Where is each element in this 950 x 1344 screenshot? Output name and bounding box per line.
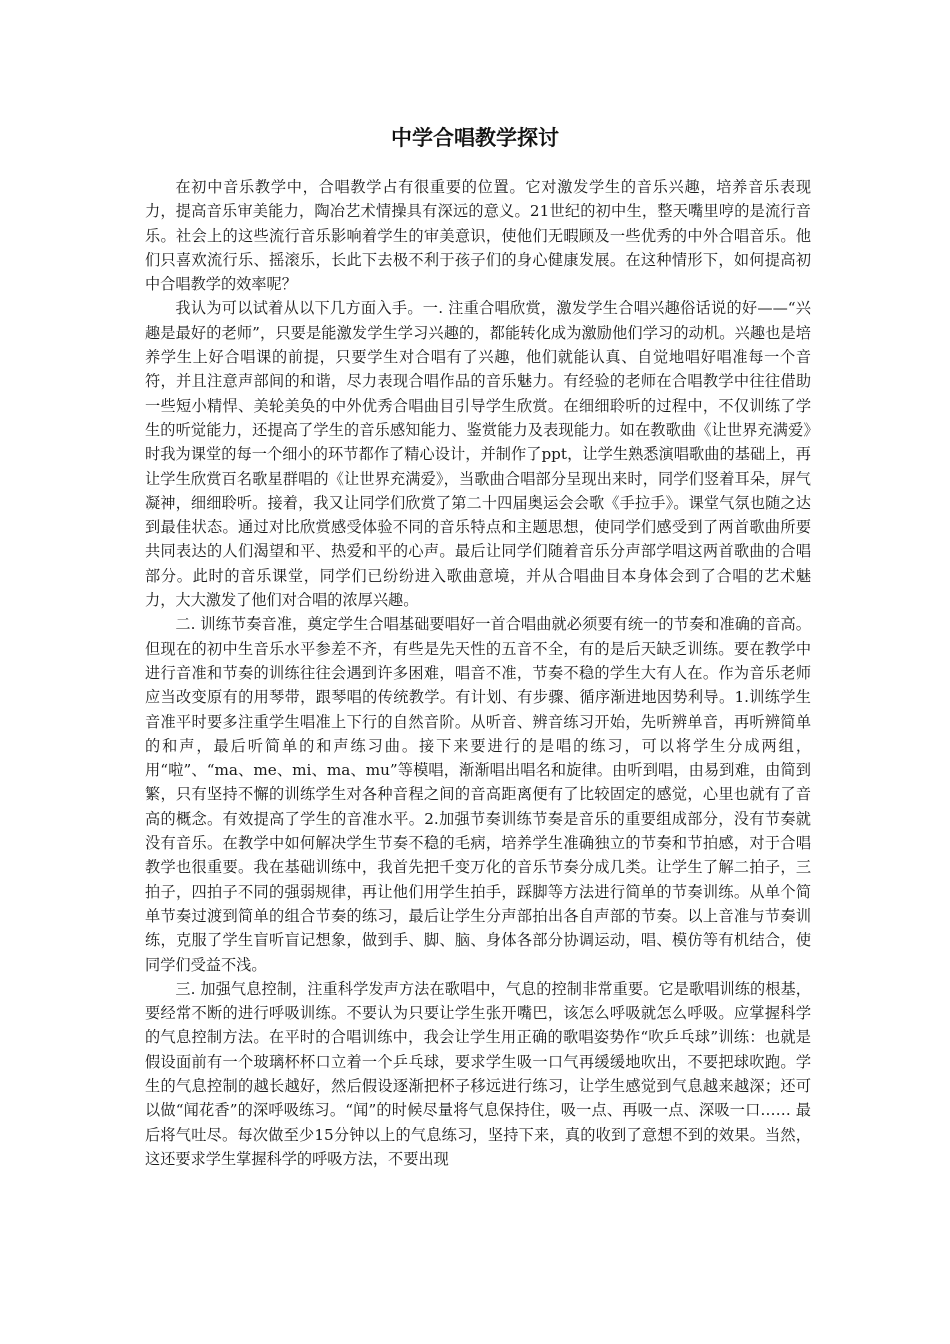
document-title: 中学合唱教学探讨 (391, 126, 559, 150)
paragraph-section-3: 三. 加强气息控制，注重科学发声方法在歌唱中，气息的控制非常重要。它是歌唱训练的根基，要经常不断的进行呼吸训练。不要认为只要让学生张开嘴巴，该怎么呼吸就怎么呼吸。应掌握科学的气息控制方法。在平时的合唱训练中，我会让学生用正确的歌唱姿势作“吹乒乓球”训练：也就是假设面前有一个玻璃杯杯口立着一个乒乓球，要求学生吸一口气再缓缓地吹出，不要把球吹跑。学生的气息控制的越长越好，然后假设逐渐把杯子移远进行练习，让学生感觉到气息越来越深；还可以做“闻花香”的深呼吸练习。“闻”的时候尽量将气息保持住，吸一点、再吸一点、深吸一口…… 最后将气吐尽。每次做至少15分钟以上的气息练习，坚持下来，真的收到了意想不到的效果。当然，这还要求学生掌握科学的呼吸方法，不要出现 (145, 979, 811, 1168)
paragraph-intro: 在初中音乐教学中，合唱教学占有很重要的位置。它对激发学生的音乐兴趣，培养音乐表现力，提高音乐审美能力，陶冶艺术情操具有深远的意义。21世纪的初中生，整天嘴里哼的是流行音乐。社会上的这些流行音乐影响着学生的审美意识，使他们无暇顾及一些优秀的中外合唱音乐。他们只喜欢流行乐、摇滚乐，长此下去极不利于孩子们的身心健康发展。在这种情形下，如何提高初中合唱教学的效率呢？ (145, 178, 811, 294)
paragraph-section-1: 我认为可以试着从以下几方面入手。一. 注重合唱欣赏，激发学生合唱兴趣俗话说的好——“兴趣是最好的老师”，只要是能激发学生学习兴趣的，都能转化成为激励他们学习的动机。兴趣也是培养学生上好合唱课的前提，只要学生对合唱有了兴趣，他们就能认真、自觉地唱好唱准每一个音符，并且注意声部间的和谐，尽力表现合唱作品的音乐魅力。有经验的老师在合唱教学中往往借助一些短小精悍、美轮美奂的中外优秀合唱曲目引导学生欣赏。在细细聆听的过程中，不仅训练了学生的听觉能力，还提高了学生的音乐感知能力、鉴赏能力及表现能力。如在教歌曲《让世界充满爱》时我为课堂的每一个细小的环节都作了精心设计，并制作了ppt，让学生熟悉演唱歌曲的基础上，再让学生欣赏百名歌星群唱的《让世界充满爱》，当歌曲合唱部分呈现出来时，同学们竖着耳朵，屏气凝神，细细聆听。接着，我又让同学们欣赏了第二十四届奥运会会歌《手拉手》。课堂气氛也随之达到最佳状态。通过对比欣赏感受体验不同的音乐特点和主题思想，使同学们感受到了两首歌曲所要共同表达的人们渴望和平、热爱和平的心声。最后让同学们随着音乐分声部学唱这两首歌曲的合唱部分。此时的音乐课堂，同学们已纷纷进入歌曲意境，并从合唱曲目本身体会到了合唱的艺术魅力，大大激发了他们对合唱的浓厚兴趣。 (145, 299, 811, 610)
paragraph-section-2: 二. 训练节奏音准，奠定学生合唱基础要唱好一首合唱曲就必须要有统一的节奏和准确的音高。但现在的初中生音乐水平参差不齐，有些是先天性的五音不全，有的是后天缺乏训练。要在教学中进行音准和节奏的训练往往会遇到许多困难，唱音不准，节奏不稳的学生大有人在。作为音乐老师应当改变原有的用琴带，跟琴唱的传统教学。有计划、有步骤、循序渐进地因势利导。1.训练学生音准平时要多注重学生唱准上下行的自然音阶。从听音、辨音练习开始，先听辨单音，再听辨简单的和声，最后听简单的和声练习曲。接下来要进行的是唱的练习，可以将学生分成两组，用“啦”、“ma、me、mi、ma、mu”等模唱，渐渐唱出唱名和旋律。由听到唱，由易到难，由简到繁，只有坚持不懈的训练学生对各种音程之间的音高距离便有了比较固定的感觉，心里也就有了音高的概念。有效提高了学生的音准水平。2.加强节奏训练节奏是音乐的重要组成部分，没有节奏就没有音乐。在教学中如何解决学生节奏不稳的毛病，培养学生准确独立的节奏和节拍感，对于合唱教学也很重要。我在基础训练中，我首先把千变万化的音乐节奏分成几类。让学生了解二拍子，三拍子，四拍子不同的强弱规律，再让他们用学生拍手，踩脚等方法进行简单的节奏训练。从单个简单节奏过渡到简单的组合节奏的练习，最后让学生分声部拍出各自声部的节奏。以上音准与节奏训练，克服了学生盲听盲记想象，做到手、脚、脑、身体各部分协调运动，唱、模仿等有机结合，使同学们受益不浅。 (145, 615, 811, 974)
document-body (145, 175, 811, 1171)
